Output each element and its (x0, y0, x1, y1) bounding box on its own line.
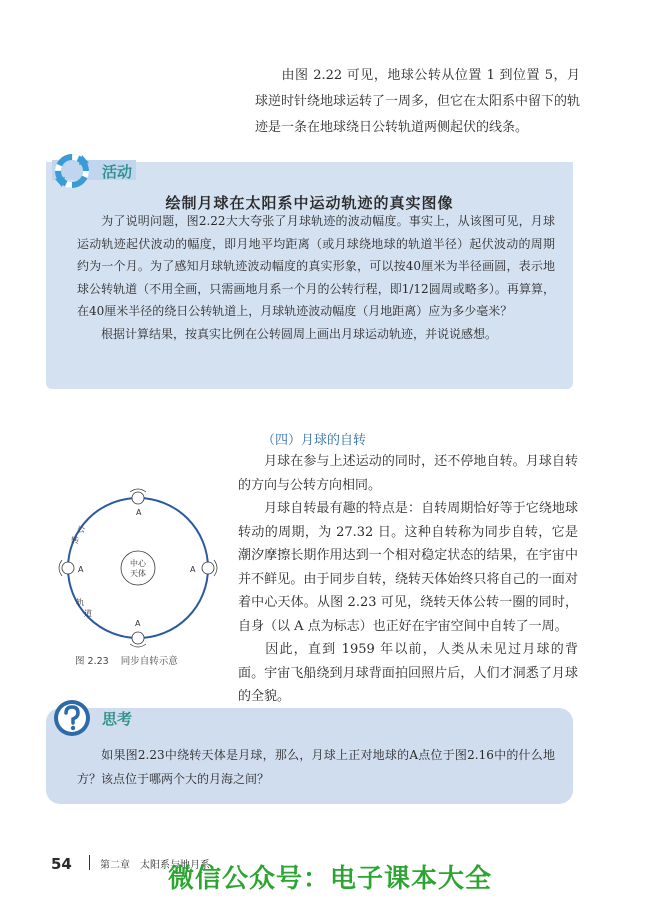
point-label-top: A (136, 508, 142, 517)
orbit-label-4: 道 (84, 609, 92, 618)
activity-para-1: 为了说明问题，图2.22大大夸张了月球轨迹的波动幅度。事实上，从该图可见，月球运动轨迹起伏波动的幅度，即月地平均距离（或月球绕地球的轨道半径）起伏波动的周期约为一个月。为了感知月球轨迹波动幅度的真实形象，可以按40厘米为半径画圆，表示地球公转轨道（不用全画，只需画地月系一个月的公转行程，即1/12圆周或略多）。再算算，在40厘米半径的绕日公转轨道上，月球轨迹波动幅度（月地距离）应为多少毫米？ (77, 214, 555, 318)
section-para-2: 月球自转最有趣的特点是：自转周期恰好等于它绕地球转动的周期，为 27.32 日。这种自转称为同步自转，它是潮汐摩擦长期作用达到一个相对稳定状态的结果，在宇宙中并不鲜见。由于同步自转，绕转天体始终只将自己的一面对着中心天体。从图 2.23 可见，绕转天体公转一圈的同时，自身（以 A 点为标志）也正好在宇宙空间中自转了一周。 (238, 501, 578, 634)
section-body (238, 450, 578, 709)
footer-divider (89, 855, 90, 870)
think-label: 思考 (102, 710, 133, 728)
figure-number: 图 2.23 (75, 656, 109, 667)
orbit-label-3: 轨 (76, 598, 84, 607)
activity-label: 活动 (102, 163, 133, 181)
point-label-bottom: A (135, 619, 141, 628)
think-text: 如果图2.23中绕转天体是月球，那么，月球上正对地球的A点位于图2.16中的什么地方？该点位于哪两个大的月海之间？ (77, 748, 555, 786)
section-para-1: 月球在参与上述运动的同时，还不停地自转。月球自转的方向与公转方向相同。 (238, 454, 578, 493)
satellite-top (132, 492, 144, 504)
orbit-label-1: 公 (77, 525, 85, 534)
satellite-left (62, 562, 74, 574)
section-para-3: 因此，直到 1959 年以前，人类从未见过月球的背面。宇宙飞船绕到月球背面拍回照片后，人们才洞悉了月球的全貌。 (238, 642, 578, 704)
satellite-bottom (132, 632, 144, 644)
satellite-right (202, 562, 214, 574)
activity-body (77, 210, 555, 345)
section-heading: （四）月球的自转 (262, 433, 367, 448)
cycle-arrows-icon (52, 151, 92, 191)
think-body (77, 743, 555, 791)
point-label-right: A (190, 565, 196, 574)
point-label-left: A (78, 565, 84, 574)
activity-para-2: 根据计算结果，按真实比例在公转圆周上画出月球运动轨迹，并说说感想。 (101, 326, 498, 341)
intro-text: 由图 2.22 可见，地球公转从位置 1 到位置 5，月球逆时针绕地球运转了一周多，但它在太阳系中留下的轨迹是一条在地球绕日公转轨道两侧起伏的线条。 (255, 68, 581, 135)
watermark: 微信公众号：电子课本大全 (168, 864, 493, 894)
intro-paragraph (255, 63, 580, 141)
orbit-label-2: 转 (71, 536, 79, 545)
central-body (121, 551, 155, 585)
activity-title: 绘制月球在太阳系中运动轨迹的真实图像 (165, 194, 454, 212)
center-label-1: 中心 (130, 559, 146, 568)
center-label-2: 天体 (130, 569, 146, 578)
figure-caption (75, 653, 178, 667)
page-number: 54 (51, 855, 72, 873)
synchronous-rotation-diagram (50, 480, 230, 660)
question-mark-icon (52, 698, 92, 738)
chapter-title: 第二章 太阳系与地月系 (100, 860, 210, 871)
figure-caption-text: 同步自转示意 (120, 656, 178, 667)
